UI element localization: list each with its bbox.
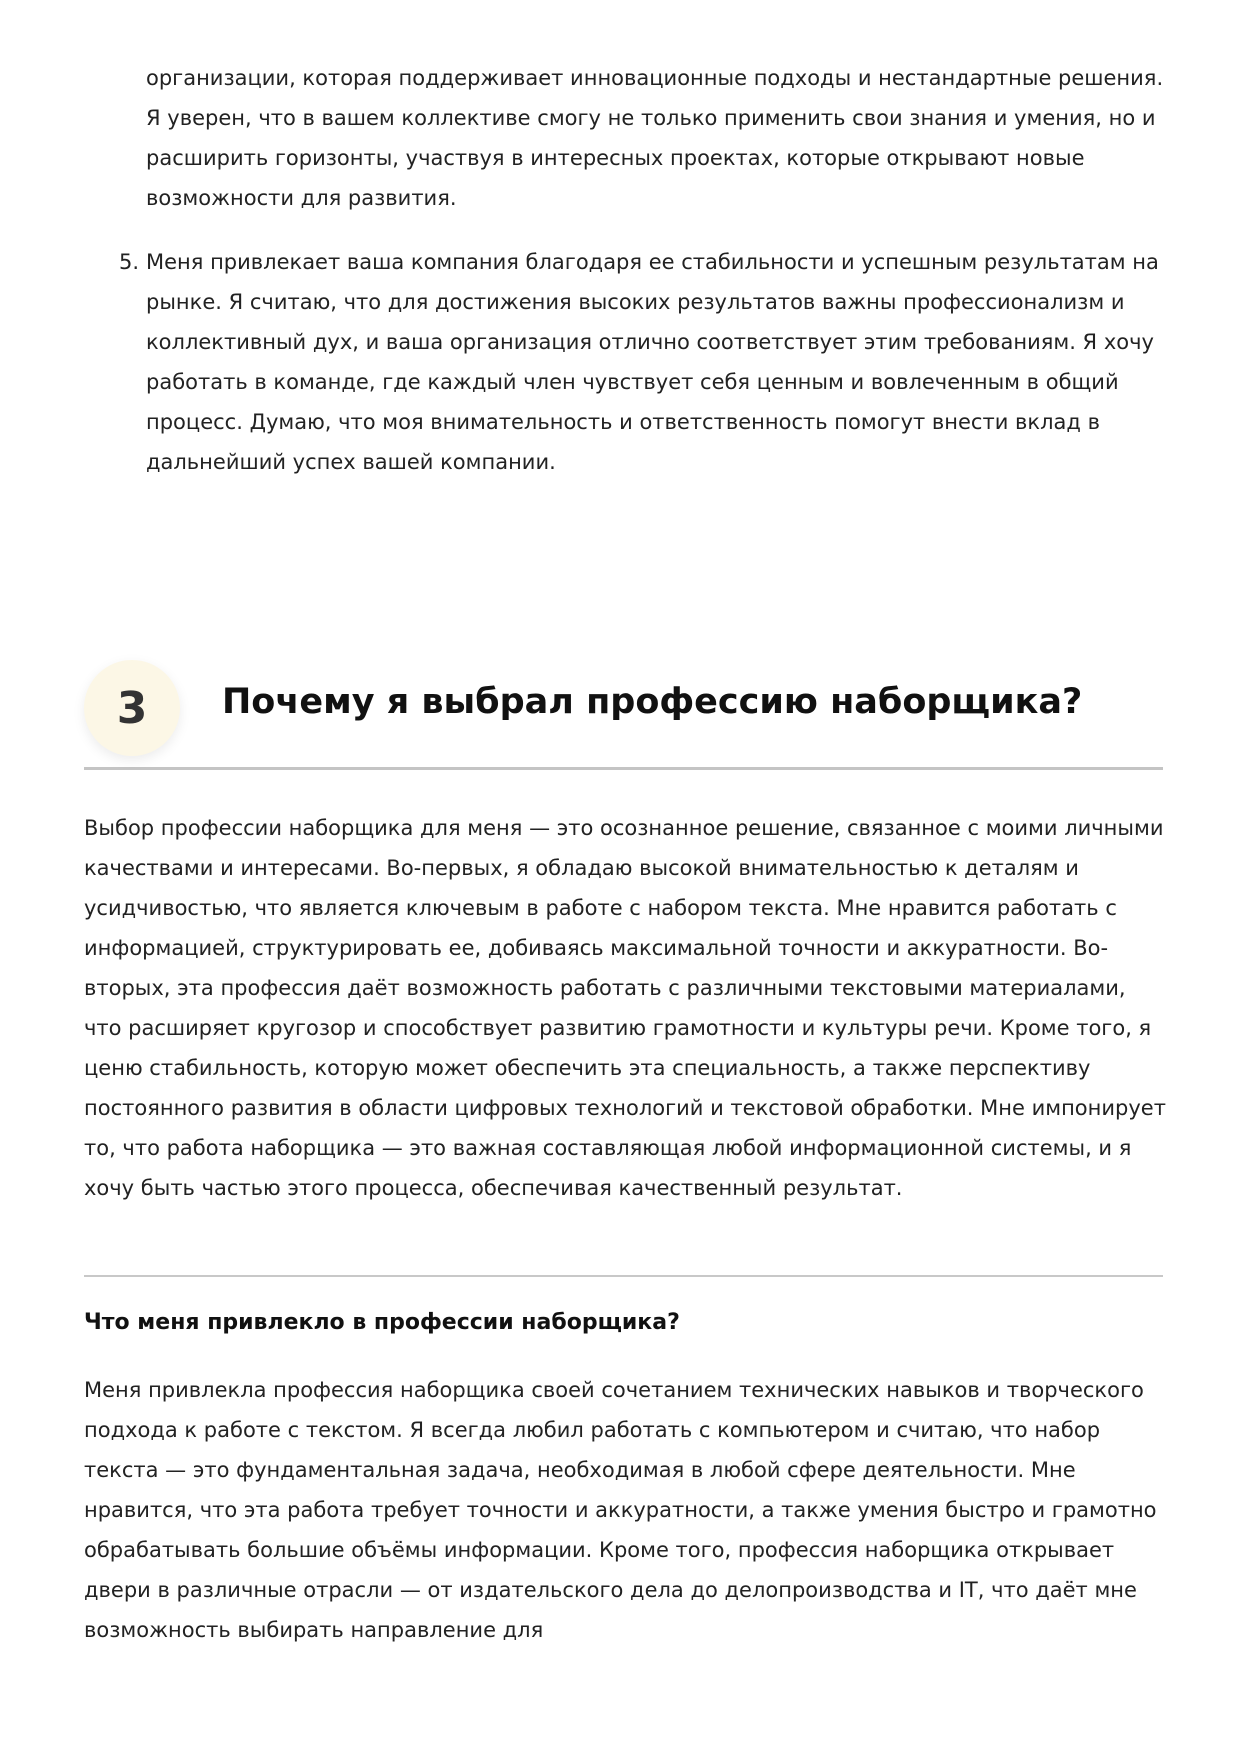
reasons-list xyxy=(119,58,1166,506)
list-item-number: 5. xyxy=(119,250,140,274)
section-paragraph: Выбор профессии наборщика для меня — это осознанное решение, связанное с моими личными качествами и интересами. Во-первых, я обладаю высокой внимательностью к деталям и усидчивостью, что является ключевым в работе с набором текста. Мне нравится работать с информацией, структурировать ее, добиваясь максимальной точности и аккуратности. Во-вторых, эта профессия даёт возможность работать с различными текстовыми материалами, что расширяет кругозор и способствует развитию грамотности и культуры речи. Кроме того, я ценю стабильность, которую может обеспечить эта специальность, а также перспективу постоянного развития в области цифровых технологий и текстовой обработки. Мне импонирует то, что работа наборщика — это важная составляющая любой информационной системы, и я хочу быть частью этого процесса, обеспечивая качественный результат. xyxy=(84,816,1166,1200)
sub-paragraph: Меня привлекла профессия наборщика своей сочетанием технических навыков и творческого подхода к работе с текстом. Я всегда любил работать с компьютером и считаю, что набор текста — это фундаментальная задача, необходимая в любой сфере деятельности. Мне нравится, что эта работа требует точности и аккуратности, а также умения быстро и грамотно обрабатывать большие объёмы информации. Кроме того, профессия наборщика открывает двери в различные отрасли — от издательского дела до делопроизводства и IT, что даёт мне возможность выбирать направление для xyxy=(84,1378,1157,1642)
list-item-text: Меня привлекает ваша компания благодаря ее стабильности и успешным результатам на рынке. Я считаю, что для достижения высоких результатов важны профессионализм и коллективный дух, и ваша организация отлично соответствует этим требованиям. Я хочу работать в команде, где каждый член чувствует себя ценным и вовлеченным в общий процесс. Думаю, что моя внимательность и ответственность помогут внести вклад в дальнейший успех вашей компании. xyxy=(146,250,1159,474)
section-title: Почему я выбрал профессию наборщика? xyxy=(222,682,1083,722)
section-header xyxy=(84,660,1163,770)
list-item-text: организации, которая поддерживает инновационные подходы и нестандартные решения. Я уверен, что в вашем коллективе смогу не только применить свои знания и умения, но и расширить горизонты, участвуя в интересных проектах, которые открывают новые возможности для развития. xyxy=(146,66,1164,210)
divider xyxy=(84,1275,1163,1277)
section-number-badge: 3 xyxy=(84,660,180,756)
list-item xyxy=(146,58,1166,218)
subheading: Что меня привлекло в профессии наборщика? xyxy=(84,1310,680,1335)
list-item xyxy=(119,242,1166,482)
